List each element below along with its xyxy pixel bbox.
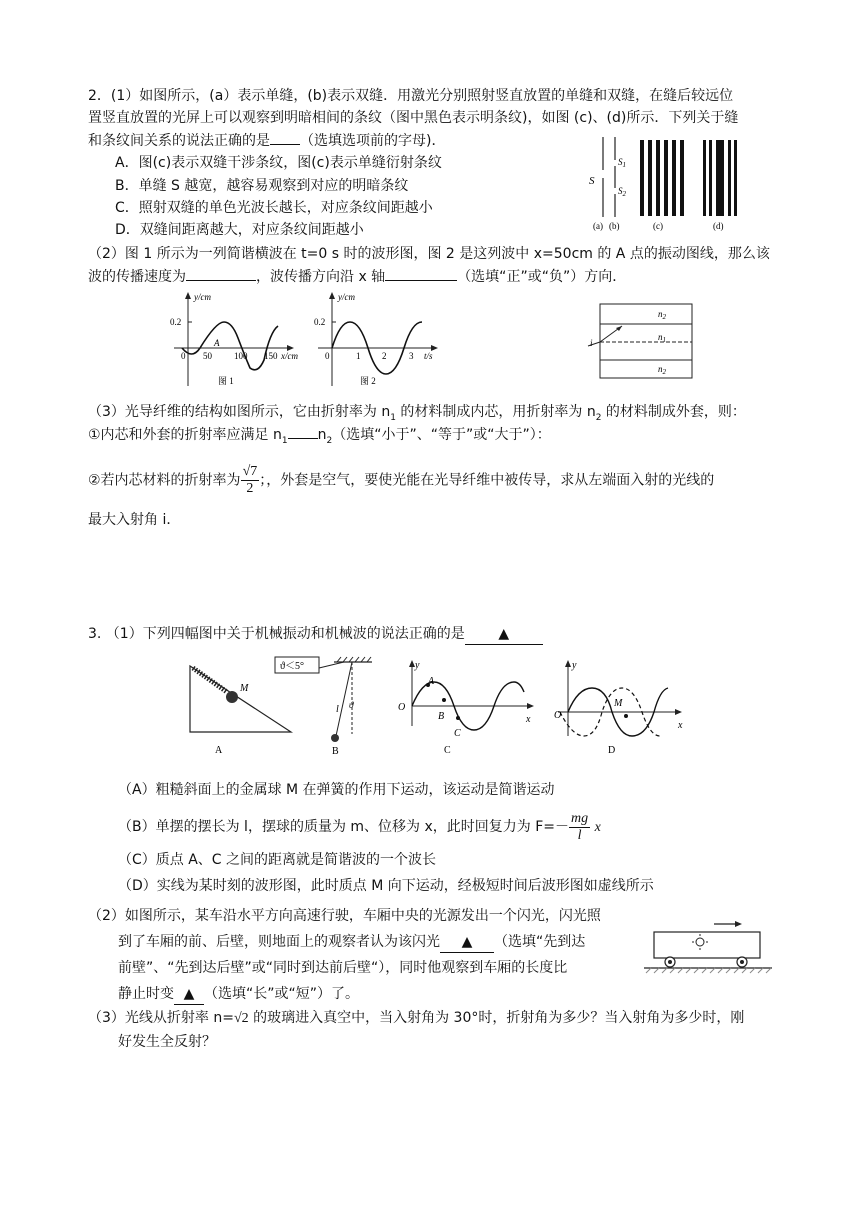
q3-answer-blank[interactable]: ▲ xyxy=(465,624,543,645)
svg-text:0.2: 0.2 xyxy=(314,317,326,327)
q3-option-a: （A）粗糙斜面上的金属球 M 在弹簧的作用下运动，该运动是简谐运动 xyxy=(118,782,555,798)
svg-text:ϑ＜5°: ϑ＜5° xyxy=(280,661,304,672)
wave-speed-blank[interactable] xyxy=(186,266,256,281)
svg-text:M: M xyxy=(240,683,249,694)
q3-part3-line1: （3）光线从折射率 n=√2 的玻璃进入真空中，当入射角为 30°时，折射角为多少？当入射角为多少时，刚 xyxy=(88,1010,745,1026)
wave-figure-d xyxy=(550,656,698,758)
svg-text:ϑ: ϑ xyxy=(349,700,354,710)
svg-text:A: A xyxy=(428,676,435,687)
q2-option-a: A．图(c)表示双缝干涉条纹，图(c)表示单缝衍射条纹 xyxy=(115,155,442,171)
svg-text:2: 2 xyxy=(382,351,387,361)
svg-text:x: x xyxy=(678,720,683,731)
svg-text:O: O xyxy=(554,710,562,721)
svg-text:C: C xyxy=(444,745,451,756)
flash-arrival-blank[interactable]: ▲ xyxy=(440,932,494,953)
slit-figure xyxy=(585,132,760,232)
wave-figure-c xyxy=(398,656,538,758)
svg-text:B: B xyxy=(438,711,445,722)
svg-text:0.2: 0.2 xyxy=(170,317,182,327)
vibration-graph-fig2 xyxy=(312,288,452,390)
q2-part3-line2: ①内芯和外套的折射率应满足 $n_1$ $n_2$（选填“小于”、“等于”或“大于”）： xyxy=(88,424,551,451)
diffraction-pattern-d xyxy=(703,140,737,216)
svg-text:(b): (b) xyxy=(609,221,620,231)
q2-part3-line4: 最大入射角 i． xyxy=(88,512,181,528)
length-change-blank[interactable]: ▲ xyxy=(174,984,204,1005)
q3-part2-line4: 静止时变 ▲ （选填“长”或“短”）了。 xyxy=(118,984,359,1005)
sqrt7-over-2: $\frac{√7}{2}$ xyxy=(242,464,258,496)
train-car-figure xyxy=(642,918,774,976)
svg-text:A: A xyxy=(215,745,223,756)
svg-text:D: D xyxy=(608,745,616,756)
q2-option-b: B．单缝 S 越宽，越容易观察到对应的明暗条纹 xyxy=(115,178,409,194)
svg-text:(c): (c) xyxy=(653,221,663,231)
slit-s-label: S xyxy=(589,175,595,187)
q3-part2-line2: 到了车厢的前、后壁，则地面上的观察者认为该闪光 ▲ （选填“先到达 xyxy=(118,932,585,953)
q3-part2-line1: （2）如图所示，某车沿水平方向高速行驶，车厢中央的光源发出一个闪光，闪光照 xyxy=(88,908,601,924)
optical-fiber-figure xyxy=(586,300,696,382)
q2-intro-text: 和条纹间关系的说法正确的是 xyxy=(88,133,270,149)
svg-text:n2: $n_2$ xyxy=(658,309,666,321)
svg-text:A: A xyxy=(214,338,220,348)
svg-text:3: 3 xyxy=(409,351,414,361)
svg-text:y/cm: y/cm xyxy=(194,292,211,302)
svg-text:50: 50 xyxy=(203,351,212,361)
q2-part2-line1: （2）图 1 所示为一列简谐横波在 t=0 s 时的波形图，图 2 是这列波中 x=50cm 的 A 点的振动图线，那么该 xyxy=(88,246,770,262)
q3-option-c: （C）质点 A、C 之间的距离就是简谐波的一个波长 xyxy=(118,852,437,868)
svg-text:y: y xyxy=(415,660,420,671)
wave-direction-blank[interactable] xyxy=(385,266,457,281)
refractive-compare-blank[interactable] xyxy=(288,424,318,439)
svg-text:O: O xyxy=(398,702,406,713)
svg-text:n2: $n_2$ xyxy=(658,364,666,376)
svg-text:(a): (a) xyxy=(593,221,603,231)
svg-text:0: 0 xyxy=(181,351,186,361)
q2-part2-line2: 波的传播速度为 ，波传播方向沿 x 轴 （选填“正”或“负”）方向． xyxy=(88,266,626,287)
svg-text:y: y xyxy=(572,660,577,671)
q2-answer-blank[interactable] xyxy=(270,130,300,145)
q2-intro-line3 xyxy=(88,130,445,151)
svg-text:图 1: 图 1 xyxy=(218,376,234,386)
q2-part3-line1: （3）光导纤维的结构如图所示，它由折射率为 $n_1$ 的材料制成内芯，用折射率为 $n_2$ 的材料制成外套，则： xyxy=(88,404,746,423)
svg-text:C: C xyxy=(454,728,461,739)
q2-intro-line1: 2．(1）如图所示，(a）表示单缝，(b)表示双缝．用激光分别照射竖直放置的单缝和双缝，在缝后较远位 xyxy=(88,88,734,104)
svg-text:1: 1 xyxy=(356,351,361,361)
svg-text:150: 150 xyxy=(264,351,278,361)
svg-text:M: M xyxy=(614,698,623,709)
q3-intro: 3. （1）下列四幅图中关于机械振动和机械波的说法正确的是 ▲ xyxy=(88,624,543,645)
svg-text:i: i xyxy=(590,338,593,348)
q3-part3-line2: 好发生全反射？ xyxy=(118,1034,216,1050)
svg-text:S2: $S_2$ xyxy=(618,186,626,198)
svg-text:n1: $n_1$ xyxy=(658,332,666,344)
svg-text:100: 100 xyxy=(234,351,248,361)
svg-text:x: x xyxy=(526,714,531,725)
svg-text:S1: $S_1$ xyxy=(618,157,626,169)
q3-option-b: （B）单摆的摆长为 l，摆球的质量为 m、位移为 x，此时回复力为 F=－ $\frac{mg}{l}$ x xyxy=(118,810,601,843)
wave-graph-fig1 xyxy=(168,288,308,390)
pendulum-figure xyxy=(272,654,382,758)
svg-text:图 2: 图 2 xyxy=(360,376,376,386)
svg-text:(d): (d) xyxy=(713,221,724,231)
interference-pattern-c xyxy=(640,140,684,216)
svg-text:B: B xyxy=(332,746,339,757)
svg-text:y/cm: y/cm xyxy=(338,292,355,302)
q2-intro-hint: （选填选项前的字母)． xyxy=(300,133,446,149)
q3-option-d: （D）实线为某时刻的波形图，此时质点 M 向下运动，经极短时间后波形图如虚线所示 xyxy=(118,878,654,894)
q2-intro-line2: 置竖直放置的光屏上可以观察到明暗相间的条纹（图中黑色表示明条纹)，如图 (c)、(d)所示．下列关于缝 xyxy=(88,110,739,126)
q2-option-c: C．照射双缝的单色光波长越长，对应条纹间距越小 xyxy=(115,200,433,216)
q2-option-d: D．双缝间距离越大，对应条纹间距越小 xyxy=(115,222,364,238)
q3-part2-line3: 前壁”、“先到达后壁”或“同时到达前后壁“），同时他观察到车厢的长度比 xyxy=(118,960,568,976)
q2-part3-line3: ②若内芯材料的折射率为 $\frac{√7}{2}$ ；，外套是空气，要使光能在光导纤维中被传导，求从左端面入射的光线的 xyxy=(88,464,715,496)
svg-text:x/cm: x/cm xyxy=(281,351,298,361)
svg-text:t/s: t/s xyxy=(424,351,433,361)
svg-text:0: 0 xyxy=(325,351,330,361)
svg-text:l: l xyxy=(336,704,339,715)
mg-over-l-fraction: $\frac{mg}{l}$ xyxy=(571,810,589,843)
